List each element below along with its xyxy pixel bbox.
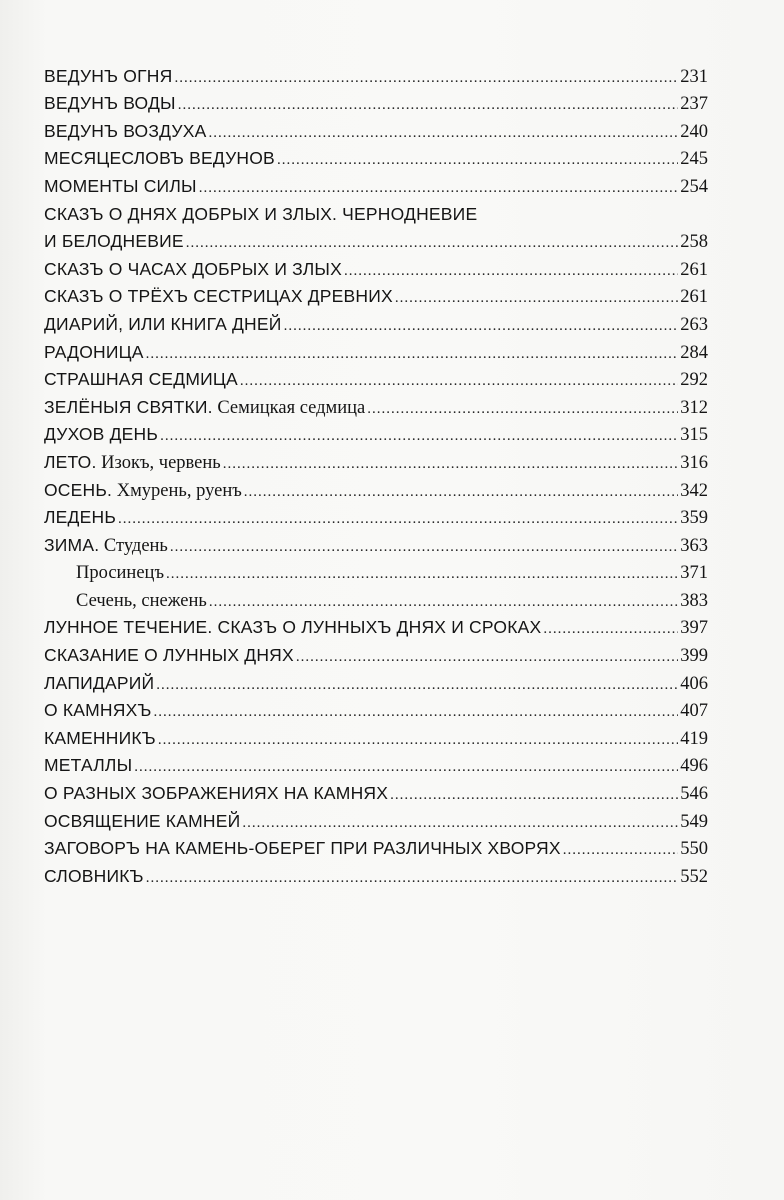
toc-leader-dots — [344, 264, 678, 278]
toc-page-number: 359 — [680, 508, 708, 529]
toc-page-number: 231 — [680, 66, 708, 87]
toc-leader-dots — [242, 816, 678, 830]
toc-entry — [44, 115, 708, 143]
toc-page-number: 316 — [680, 452, 708, 473]
toc-entry — [44, 667, 708, 695]
toc-entry-caps-text: МОМЕНТЫ СИЛЫ — [44, 175, 197, 196]
toc-entry — [44, 502, 708, 530]
toc-leader-dots — [390, 788, 678, 802]
toc-entry-title — [44, 589, 207, 612]
toc-page-number: 237 — [680, 94, 708, 115]
toc-entry-title — [44, 699, 152, 722]
toc-leader-dots — [156, 678, 678, 692]
toc-entry-title — [44, 285, 393, 308]
toc-entry-caps-text: ДИАРИЙ, ИЛИ КНИГА ДНЕЙ — [44, 313, 282, 334]
toc-entry-caps-text: СКАЗЪ О ТРЁХЪ СЕСТРИЦАХ ДРЕВНИХ — [44, 286, 393, 307]
toc-entry — [44, 253, 708, 281]
toc-entry — [44, 860, 708, 888]
toc-entry-title — [44, 120, 206, 143]
toc-leader-dots — [563, 843, 679, 857]
toc-entry — [44, 391, 708, 419]
toc-entry-title — [44, 506, 116, 529]
toc-page-number: 261 — [680, 259, 708, 280]
toc-page-number: 399 — [680, 646, 708, 667]
toc-entry-title — [44, 92, 176, 115]
toc-leader-dots — [208, 126, 678, 140]
toc-entry — [44, 805, 708, 833]
toc-entry-title — [44, 368, 238, 391]
toc-entry — [44, 612, 708, 640]
toc-entry-caps-text: ВЕДУНЪ ВОЗДУХА — [44, 120, 207, 141]
toc-entry-caps-text: ОСВЯЩЕНИЕ КАМНЕЙ — [44, 810, 241, 831]
toc-entry-caps-text: ОСЕНЬ. — [44, 479, 113, 500]
toc-entry-title — [44, 672, 154, 695]
toc-entry-title — [44, 65, 172, 88]
toc-entry-title — [44, 423, 158, 446]
toc-entry-caps-text: ВЕДУНЪ ВОДЫ — [44, 93, 176, 114]
toc-page-number: 240 — [680, 121, 708, 142]
toc-entry — [44, 750, 708, 778]
toc-entry — [44, 281, 708, 309]
toc-leader-dots — [134, 760, 678, 774]
toc-entry-caps-text: РАДОНИЦА — [44, 341, 144, 362]
toc-entry-subtitle-text: Просинецъ — [76, 563, 165, 584]
toc-entry-caps-text: МЕТАЛЛЫ — [44, 755, 133, 776]
toc-leader-dots — [154, 705, 679, 719]
toc-leader-dots — [160, 429, 678, 443]
toc-leader-dots — [118, 512, 678, 526]
toc-leader-dots — [296, 650, 678, 664]
toc-entry-caps-text: И БЕЛОДНЕВИЕ — [44, 231, 184, 252]
toc-leader-dots — [166, 567, 678, 581]
toc-page-number: 245 — [680, 149, 708, 170]
toc-entry-caps-text: ЗИМА. — [44, 534, 100, 555]
toc-entry — [44, 60, 708, 88]
toc-entry — [44, 308, 708, 336]
toc-entry-caps-text: О КАМНЯХЪ — [44, 700, 152, 721]
toc-entry-caps-text: О РАЗНЫХ ЗОБРАЖЕНИЯХ НА КАМНЯХ — [44, 783, 389, 804]
toc-leader-dots — [277, 153, 678, 167]
toc-entry-caps-text: ЛАПИДАРИЙ — [44, 672, 155, 693]
toc-entry — [44, 695, 708, 723]
toc-entry-title — [44, 341, 144, 364]
toc-entry-caps-text: СТРАШНАЯ СЕДМИЦА — [44, 369, 238, 390]
toc-entry-title — [44, 147, 275, 170]
toc-entry-subtitle-text: Хмурень, руенъ — [112, 480, 242, 501]
toc-page-number: 342 — [680, 480, 708, 501]
toc-entry-title — [44, 561, 164, 584]
toc-entry — [44, 419, 708, 447]
toc-page-number: 496 — [680, 756, 708, 777]
toc-entry-title — [44, 313, 282, 336]
toc-entry-title — [44, 727, 156, 750]
toc-page-number: 258 — [680, 232, 708, 253]
toc-entry-caps-text: ЛЕДЕНЬ — [44, 507, 117, 528]
toc-entry — [44, 364, 708, 392]
toc-page-number: 407 — [680, 701, 708, 722]
toc-page-number: 315 — [680, 425, 708, 446]
toc-leader-dots — [186, 236, 678, 250]
toc-page-number: 549 — [680, 811, 708, 832]
toc-entry-title — [44, 865, 144, 888]
toc-entry-caps-text: ЛЕТО. — [44, 451, 97, 472]
toc-entry-title — [44, 203, 477, 226]
toc-entry-subtitle-text: Студень — [99, 535, 168, 556]
toc-page-number: 552 — [680, 866, 708, 887]
toc-entry-title — [44, 644, 294, 667]
toc-entry — [44, 529, 708, 557]
toc-entry — [44, 584, 708, 612]
toc-entry-caps-text: СКАЗЪ О ЧАСАХ ДОБРЫХ И ЗЛЫХ — [44, 258, 342, 279]
toc-leader-dots — [158, 733, 678, 747]
toc-page-number: 284 — [680, 342, 708, 363]
toc-entry-title — [44, 175, 197, 198]
toc-entry-title — [44, 754, 132, 777]
toc-leader-dots — [209, 595, 678, 609]
toc-entry-title — [44, 230, 184, 253]
toc-entry-caps-text: МЕСЯЦЕСЛОВЪ ВЕДУНОВ — [44, 148, 275, 169]
toc-page-number: 546 — [680, 784, 708, 805]
toc-page-number: 263 — [680, 314, 708, 335]
toc-entry — [44, 198, 708, 226]
toc-page-number: 397 — [680, 618, 708, 639]
toc-leader-dots — [199, 181, 679, 195]
toc-leader-dots — [240, 374, 678, 388]
toc-entry-title — [44, 534, 168, 557]
toc-entry-title — [44, 782, 388, 805]
toc-page-number: 312 — [680, 397, 708, 418]
toc-entry — [44, 722, 708, 750]
toc-entry — [44, 474, 708, 502]
toc-entry — [44, 88, 708, 116]
toc-entry — [44, 557, 708, 585]
toc-entry-title — [44, 258, 342, 281]
toc-entry-subtitle-text: Семицкая седмица — [212, 397, 366, 418]
toc-page-number: 292 — [680, 370, 708, 391]
toc-entry-caps-text: СЛОВНИКЪ — [44, 865, 144, 886]
toc-leader-dots — [244, 485, 678, 499]
toc-leader-dots — [284, 319, 679, 333]
toc-leader-dots — [223, 457, 679, 471]
toc-page-number: 419 — [680, 728, 708, 749]
toc-entry-title — [44, 837, 561, 860]
toc-entry-caps-text: ВЕДУНЪ ОГНЯ — [44, 65, 173, 86]
toc-leader-dots — [395, 291, 678, 305]
toc-entry — [44, 336, 708, 364]
table-of-contents — [44, 60, 708, 888]
toc-entry — [44, 777, 708, 805]
toc-leader-dots — [367, 402, 678, 416]
toc-entry-subtitle-text: Сечень, снежень — [76, 590, 207, 611]
toc-leader-dots — [170, 540, 678, 554]
toc-entry-caps-text: ЗЕЛЁНЫЯ СВЯТКИ. — [44, 396, 213, 417]
toc-entry — [44, 833, 708, 861]
toc-entry-title — [44, 810, 240, 833]
toc-entry-caps-text: ЗАГОВОРЪ НА КАМЕНЬ-ОБЕРЕГ ПРИ РАЗЛИЧНЫХ ХВОРЯХ — [44, 838, 561, 859]
toc-page-number: 363 — [680, 535, 708, 556]
toc-entry — [44, 226, 708, 254]
toc-entry-subtitle-text: Изокъ, червень — [96, 452, 221, 473]
toc-leader-dots — [146, 871, 679, 885]
toc-leader-dots — [146, 347, 679, 361]
toc-entry — [44, 446, 708, 474]
toc-entry-caps-text: ДУХОВ ДЕНЬ — [44, 424, 159, 445]
toc-entry-title — [44, 616, 541, 639]
toc-page-number: 406 — [680, 673, 708, 694]
toc-page-number: 383 — [680, 590, 708, 611]
toc-leader-dots — [174, 71, 678, 85]
toc-entry — [44, 170, 708, 198]
toc-entry-caps-text: СКАЗАНИЕ О ЛУННЫХ ДНЯХ — [44, 645, 294, 666]
toc-page-number: 371 — [680, 563, 708, 584]
toc-page-number: 261 — [680, 287, 708, 308]
toc-entry-caps-text: КАМЕННИКЪ — [44, 727, 156, 748]
toc-entry-caps-text: ЛУННОЕ ТЕЧЕНИЕ. СКАЗЪ О ЛУННЫХЪ ДНЯХ И СРОКАХ — [44, 617, 542, 638]
toc-entry-title — [44, 451, 221, 474]
toc-leader-dots — [178, 98, 679, 112]
toc-entry-caps-text: СКАЗЪ О ДНЯХ ДОБРЫХ И ЗЛЫХ. ЧЕРНОДНЕВИЕ — [44, 203, 478, 224]
toc-entry-title — [44, 396, 365, 419]
toc-page-number: 550 — [680, 839, 708, 860]
toc-entry — [44, 639, 708, 667]
toc-leader-dots — [543, 622, 678, 636]
toc-entry-title — [44, 479, 242, 502]
toc-entry — [44, 143, 708, 171]
toc-page-number: 254 — [680, 176, 708, 197]
